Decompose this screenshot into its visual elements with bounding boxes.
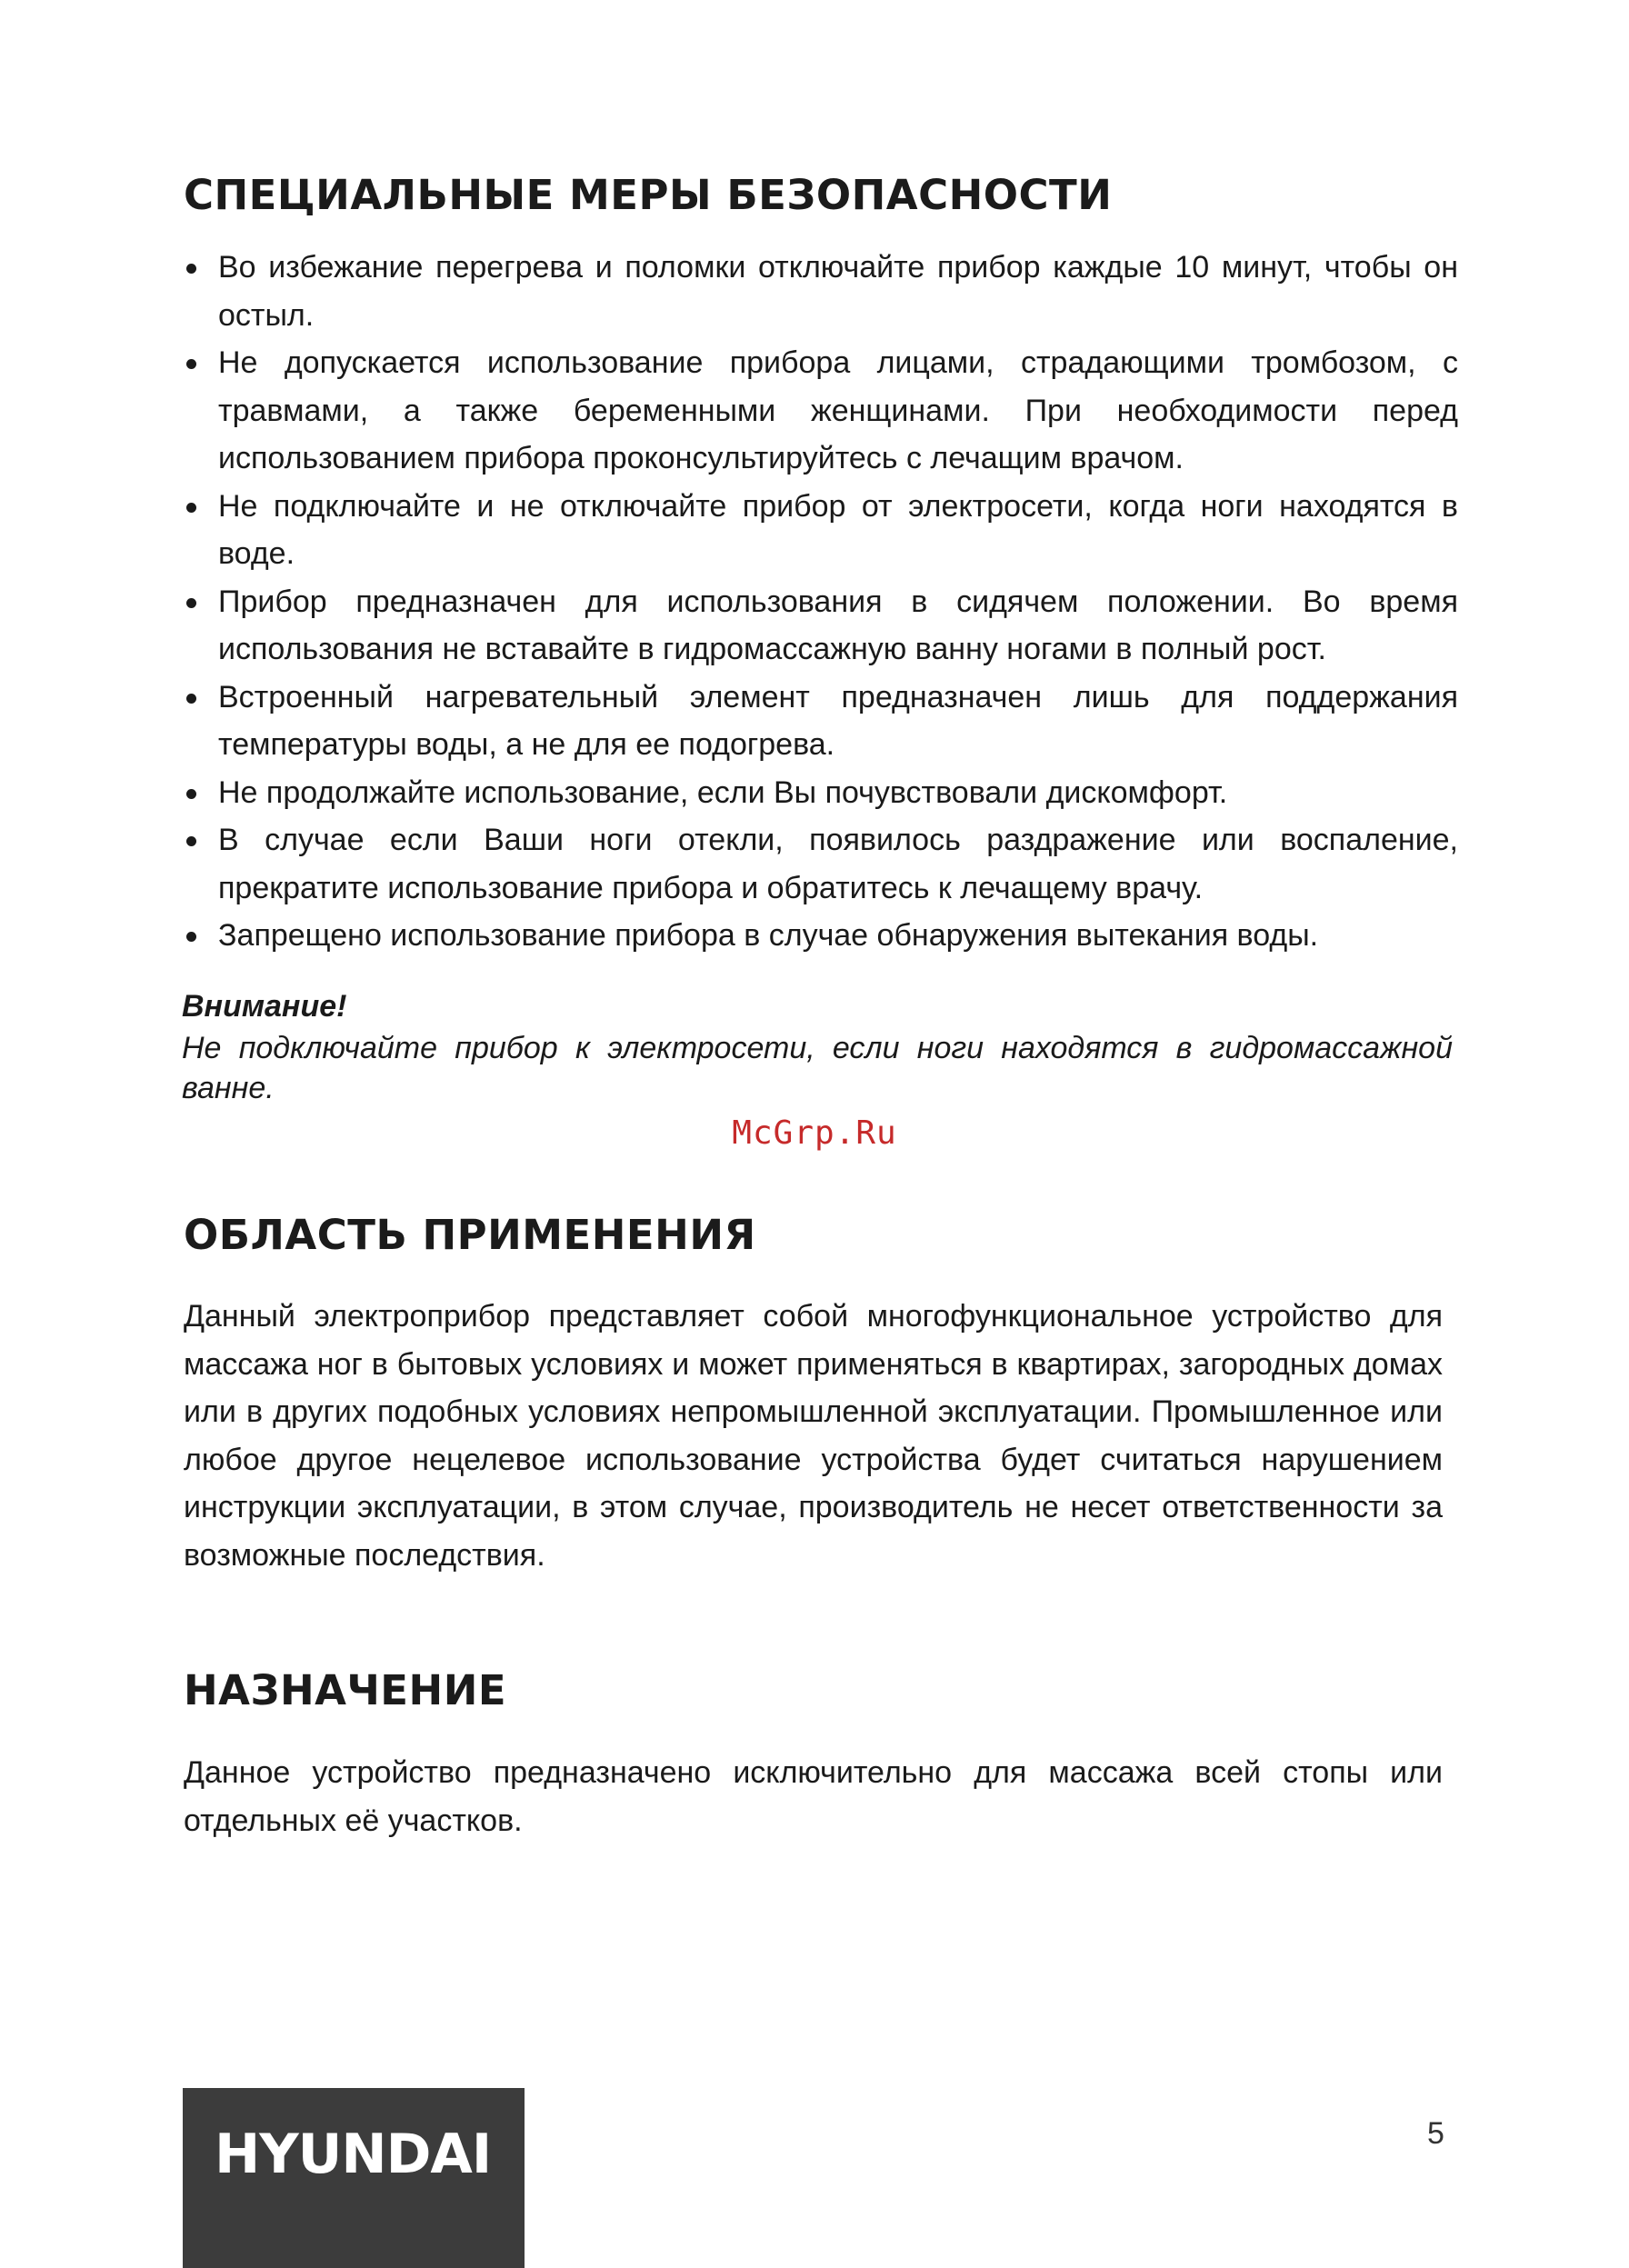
safety-list [184, 244, 1458, 960]
list-item-text: Не допускается использование прибора лицами, страдающими тромбозом, с травмами, а также беременными женщинами. При необходимости перед использованием прибора проконсультируйтесь с лечащим врачом. [218, 345, 1458, 475]
bullet-icon [186, 598, 196, 608]
attention-text: Не подключайте прибор к электросети, если ноги находятся в гидромассажной ванне. [182, 1031, 1453, 1105]
list-item [184, 244, 1458, 339]
purpose-paragraph: Данное устройство предназначено исключительно для массажа всей стопы или отдельных её участков. [184, 1755, 1443, 1838]
list-item [184, 674, 1458, 769]
brand-logo-text: HYUNDAI [215, 2123, 492, 2186]
bullet-icon [186, 264, 196, 274]
bullet-icon [186, 359, 196, 369]
list-item [184, 339, 1458, 483]
list-item-text: Не подключайте и не отключайте прибор от электросети, когда ноги находятся в воде. [218, 488, 1458, 571]
page-number: 5 [1427, 2116, 1444, 2151]
bullet-icon [186, 836, 196, 846]
list-item-text: Запрещено использование прибора в случае обнаружения вытекания воды. [218, 918, 1319, 953]
brand-logo [183, 2088, 525, 2268]
attention-title: Внимание! [182, 989, 347, 1024]
section-title-purpose: НАЗНАЧЕНИЕ [184, 1666, 507, 1714]
list-item [184, 912, 1458, 960]
list-item [184, 816, 1458, 912]
bullet-icon [186, 932, 196, 942]
watermark-link[interactable]: McGrp.Ru [732, 1114, 897, 1152]
bullet-icon [186, 789, 196, 799]
scope-paragraph: Данный электроприбор представляет собой многофункциональное устройство для массажа ног в бытовых условиях и может применяться в квартирах, загородных домах или в других подобных условиях непромышленной эксплуатации. Промышленное или любое другое нецелевое использование устройства будет считаться нарушением инструкции эксплуатации, в этом случае, производитель не несет ответственности за возможные последствия. [184, 1299, 1443, 1573]
section-title-scope: ОБЛАСТЬ ПРИМЕНЕНИЯ [184, 1211, 756, 1259]
list-item-text: В случае если Ваши ноги отекли, появилось раздражение или воспаление, прекратите использование прибора и обратитесь к лечащему врачу. [218, 823, 1458, 905]
list-item-text: Встроенный нагревательный элемент предназначен лишь для поддержания температуры воды, а не для ее подогрева. [218, 679, 1458, 762]
list-item [184, 578, 1458, 674]
section-title-safety: СПЕЦИАЛЬНЫЕ МЕРЫ БЕЗОПАСНОСТИ [184, 171, 1113, 219]
list-item [184, 483, 1458, 578]
list-item-text: Во избежание перегрева и поломки отключайте прибор каждые 10 минут, чтобы он остыл. [218, 250, 1458, 333]
bullet-icon [186, 694, 196, 704]
list-item [184, 769, 1458, 817]
list-item-text: Прибор предназначен для использования в сидячем положении. Во время использования не вставайте в гидромассажную ванну ногами в полный рост. [218, 584, 1458, 666]
bullet-icon [186, 503, 196, 513]
list-item-text: Не продолжайте использование, если Вы почувствовали дискомфорт. [218, 774, 1228, 810]
